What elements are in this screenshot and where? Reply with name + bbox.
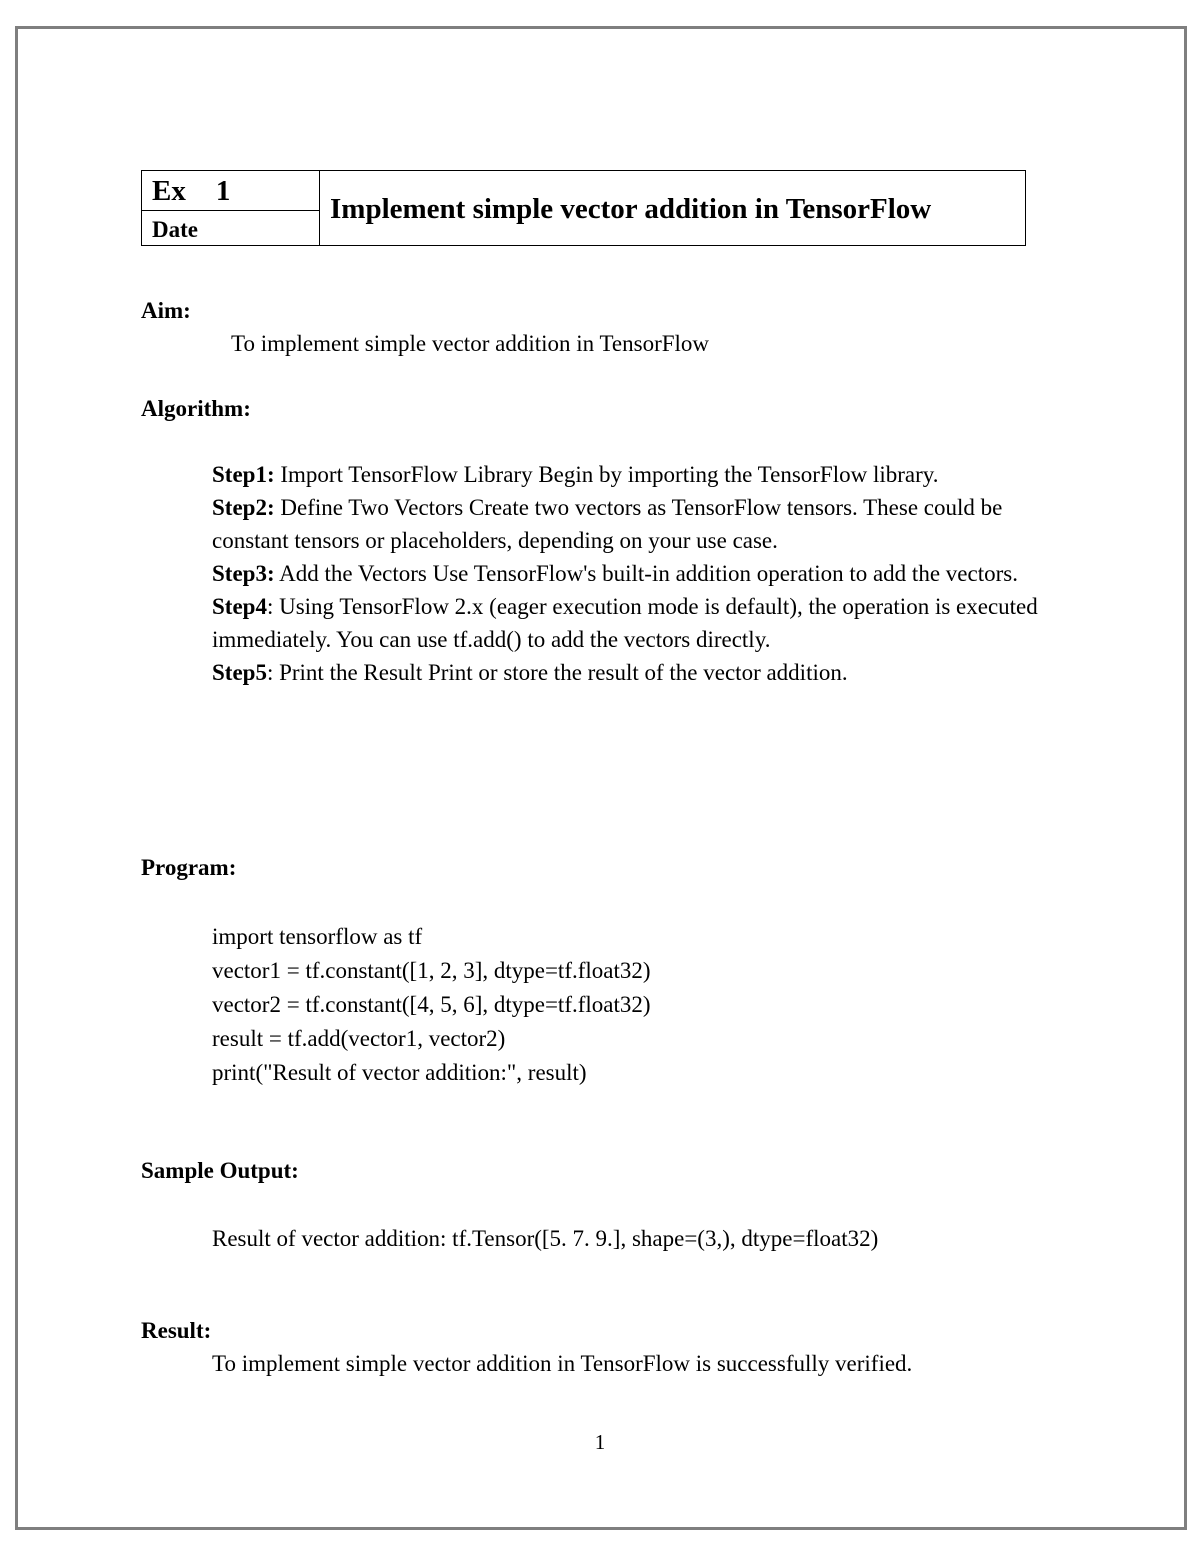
step-label: Step5 [212,660,267,685]
exercise-label: Ex [152,175,186,207]
code-line: import tensorflow as tf [212,924,423,949]
program-heading: Program: [141,855,237,880]
code-line: result = tf.add(vector1, vector2) [212,1026,506,1051]
date-cell: Date [152,217,198,242]
algorithm-heading: Algorithm: [141,396,251,421]
step-label: Step3: [212,561,275,586]
result-text: To implement simple vector addition in TensorFlow is successfully verified. [212,1351,913,1376]
algorithm-step [212,590,1062,656]
aim-text: To implement simple vector addition in TensorFlow [231,331,710,356]
page-number: 1 [594,1430,606,1454]
code-line: print("Result of vector addition:", result) [212,1060,587,1085]
algorithm-step [212,491,1062,557]
program-code [212,920,651,1090]
header-left-cell [142,171,320,245]
step-label: Step2: [212,495,275,520]
step-text: Import TensorFlow Library Begin by importing the TensorFlow library. [274,462,939,487]
algorithm-step [212,557,1062,590]
sample-output-text: Result of vector addition: tf.Tensor([5. 7. 9.], shape=(3,), dtype=float32) [212,1226,879,1251]
algorithm-step [212,656,1062,689]
algorithm-step [212,458,1062,491]
result-heading: Result: [141,1318,212,1343]
exercise-number: 1 [215,175,231,207]
exercise-title: Implement simple vector addition in TensorFlow [330,193,932,225]
page-border [15,26,1187,1530]
code-line: vector1 = tf.constant([1, 2, 3], dtype=tf.float32) [212,958,651,983]
exercise-header-table [141,170,1026,246]
step-text: Add the Vectors Use TensorFlow's built-in addition operation to add the vectors. [274,561,1018,586]
step-text: : Print the Result Print or store the result of the vector addition. [266,660,848,685]
sample-output-heading: Sample Output: [141,1158,299,1183]
aim-heading: Aim: [141,298,191,323]
step-text: Define Two Vectors Create two vectors as TensorFlow tensors. These could be constant tensors or placeholders, depending on your use case. [212,495,1003,553]
code-line: vector2 = tf.constant([4, 5, 6], dtype=tf.float32) [212,992,651,1017]
step-text: : Using TensorFlow 2.x (eager execution mode is default), the operation is executed immediately. You can use tf.add() to add the vectors directly. [212,594,1038,652]
exercise-number-cell [142,171,319,211]
algorithm-steps [212,458,1062,689]
step-label: Step4 [212,594,267,619]
step-label: Step1: [212,462,275,487]
